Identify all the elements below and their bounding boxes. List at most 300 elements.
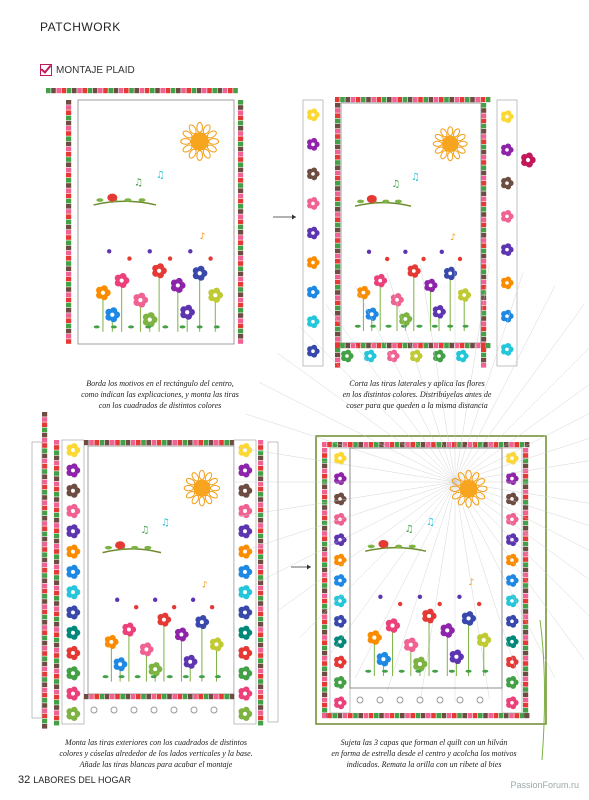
patch-square	[356, 97, 361, 102]
patch-square	[523, 661, 528, 666]
patch-square	[481, 155, 486, 160]
leaf-icon	[138, 198, 145, 202]
patch-square	[66, 204, 71, 209]
patch-square	[238, 339, 243, 344]
patch-square	[335, 269, 340, 274]
patch-square	[66, 272, 71, 277]
patch-square	[238, 214, 243, 219]
patch-square	[455, 97, 460, 102]
patch-square	[523, 536, 528, 541]
patch-square	[230, 440, 235, 445]
patch-square	[238, 220, 243, 225]
patch-square	[238, 204, 243, 209]
patch-square	[322, 458, 327, 463]
patch-square	[120, 694, 125, 699]
flower-center	[338, 579, 342, 583]
patch-square	[42, 630, 47, 635]
patch-square	[434, 343, 439, 348]
grass-leaf	[463, 325, 469, 328]
page-number: 32	[18, 774, 31, 786]
patch-square	[238, 173, 243, 178]
patch-square	[54, 456, 59, 461]
patch-square	[481, 264, 486, 269]
patch-square	[162, 694, 167, 699]
patch-square	[335, 264, 340, 269]
bug-icon	[440, 250, 444, 254]
patch-square	[335, 124, 340, 129]
flower-center	[505, 148, 509, 152]
patch-square	[335, 202, 340, 207]
patch-square	[335, 191, 340, 196]
grass-leaf	[386, 325, 392, 328]
patch-square	[54, 690, 59, 695]
patch-square	[481, 171, 486, 176]
patch-square	[335, 197, 340, 202]
patch-square	[322, 578, 327, 583]
patch-square	[77, 88, 82, 93]
patch-square	[42, 584, 47, 589]
caption-step-4	[318, 737, 530, 770]
patch-square	[322, 630, 327, 635]
patch-square	[258, 528, 263, 533]
patch-square	[66, 116, 71, 121]
patch-square	[258, 476, 263, 481]
patch-square	[523, 708, 528, 713]
patch-square	[258, 445, 263, 450]
patch-square	[523, 526, 528, 531]
patch-square	[322, 620, 327, 625]
patch-square	[42, 651, 47, 656]
patch-square	[238, 225, 243, 230]
patch-square	[198, 694, 203, 699]
flower-center	[345, 354, 349, 358]
patch-square	[214, 694, 219, 699]
patch-square	[54, 497, 59, 502]
leaf-icon	[105, 546, 112, 550]
patch-square	[258, 606, 263, 611]
patch-square	[42, 662, 47, 667]
patch-square	[66, 230, 71, 235]
patch-square	[335, 150, 340, 155]
patch-square	[335, 119, 340, 124]
patch-square	[494, 713, 499, 718]
patch-square	[54, 700, 59, 705]
patch-square	[54, 617, 59, 622]
flower-center	[120, 278, 124, 282]
patch-square	[423, 343, 428, 348]
patch-square	[258, 539, 263, 544]
grass-leaf	[199, 675, 205, 678]
patch-square	[54, 471, 59, 476]
patch-square	[42, 573, 47, 578]
flower-center	[243, 671, 247, 675]
patch-square	[481, 327, 486, 332]
patch-square	[481, 191, 486, 196]
patch-square	[514, 713, 519, 718]
patch-square	[42, 511, 47, 516]
bird-icon	[378, 540, 388, 548]
patch-square	[426, 713, 431, 718]
patch-square	[523, 484, 528, 489]
patch-square	[193, 694, 198, 699]
patch-square	[523, 630, 528, 635]
flower-center	[311, 290, 315, 294]
patch-square	[238, 308, 243, 313]
patch-square	[369, 713, 374, 718]
patch-square	[322, 448, 327, 453]
patch-square	[66, 199, 71, 204]
patch-square	[353, 713, 358, 718]
flower-center	[510, 477, 514, 481]
grass-leaf	[145, 325, 151, 328]
bug-icon	[208, 256, 212, 260]
patch-square	[54, 586, 59, 591]
patch-square	[238, 100, 243, 105]
patch-square	[238, 152, 243, 157]
patch-square	[481, 113, 486, 118]
patch-square	[390, 442, 395, 447]
patch-square	[374, 713, 379, 718]
patch-square	[56, 88, 61, 93]
flower-center	[71, 448, 75, 452]
patch-square	[523, 672, 528, 677]
patch-square	[89, 440, 94, 445]
patch-square	[188, 440, 193, 445]
grass-leaf	[151, 675, 157, 678]
patch-square	[509, 442, 514, 447]
flower-center	[338, 456, 342, 460]
patch-square	[416, 713, 421, 718]
patch-square	[145, 88, 150, 93]
patch-square	[322, 562, 327, 567]
patch-square	[198, 440, 203, 445]
flower-center	[526, 158, 530, 162]
patch-square	[224, 440, 229, 445]
flower-center	[71, 468, 75, 472]
patch-square	[449, 97, 454, 102]
patch-square	[384, 713, 389, 718]
patch-square	[42, 641, 47, 646]
patch-square	[322, 698, 327, 703]
patch-square	[478, 442, 483, 447]
patch-square	[66, 292, 71, 297]
section-header: PATCHWORK	[40, 20, 121, 34]
patch-square	[258, 513, 263, 518]
bug-icon	[210, 605, 214, 609]
patch-square	[481, 212, 486, 217]
flower-center	[243, 631, 247, 635]
flower-center	[162, 618, 166, 622]
patch-square	[66, 105, 71, 110]
patch-square	[238, 235, 243, 240]
patch-square	[171, 88, 176, 93]
patch-square	[523, 588, 528, 593]
patch-square	[42, 448, 47, 453]
patch-square	[499, 442, 504, 447]
flower-center	[243, 651, 247, 655]
flower-outline-icon	[131, 707, 137, 713]
grass-leaf	[382, 670, 388, 673]
flower-center	[311, 172, 315, 176]
patch-square	[258, 601, 263, 606]
patch-square	[238, 298, 243, 303]
patch-square	[322, 625, 327, 630]
flower-center	[311, 320, 315, 324]
patch-square	[465, 343, 470, 348]
patch-square	[523, 542, 528, 547]
patch-square	[66, 126, 71, 131]
patch-square	[418, 343, 423, 348]
patch-square	[335, 343, 340, 348]
patch-square	[54, 679, 59, 684]
patch-square	[258, 700, 263, 705]
flower-center	[243, 712, 247, 716]
flower-center	[448, 272, 452, 276]
patch-square	[481, 332, 486, 337]
patch-square	[340, 343, 345, 348]
patch-square	[499, 713, 504, 718]
patch-square	[481, 207, 486, 212]
patch-square	[119, 88, 124, 93]
patch-square	[42, 506, 47, 511]
grass-leaf	[466, 670, 472, 673]
patch-square	[468, 713, 473, 718]
flower-center	[311, 261, 315, 265]
patch-square	[322, 640, 327, 645]
flower-center	[138, 298, 142, 302]
patch-square	[66, 303, 71, 308]
patch-square	[160, 88, 165, 93]
patch-square	[204, 440, 209, 445]
white-strip	[268, 442, 278, 722]
patch-square	[66, 225, 71, 230]
flower-center	[243, 550, 247, 554]
flower-center	[338, 701, 342, 705]
patch-square	[335, 311, 340, 316]
bug-icon	[191, 598, 195, 602]
patch-square	[238, 256, 243, 261]
patch-square	[42, 485, 47, 490]
patch-square	[395, 713, 400, 718]
patch-square	[322, 594, 327, 599]
patch-square	[335, 207, 340, 212]
patch-square	[42, 563, 47, 568]
leaf-icon	[96, 198, 103, 202]
patch-square	[258, 627, 263, 632]
patch-square	[523, 599, 528, 604]
music-note-icon: ♪	[199, 232, 206, 243]
patch-square	[103, 88, 108, 93]
patch-square	[481, 197, 486, 202]
patch-square	[66, 251, 71, 256]
flower-center	[71, 570, 75, 574]
patch-square	[335, 275, 340, 280]
patch-square	[66, 168, 71, 173]
patch-square	[486, 97, 491, 102]
patch-square	[327, 713, 332, 718]
patch-square	[84, 440, 89, 445]
patch-square	[348, 442, 353, 447]
patch-square	[155, 88, 160, 93]
patch-square	[42, 693, 47, 698]
patch-square	[141, 694, 146, 699]
patch-square	[481, 306, 486, 311]
patch-square	[54, 716, 59, 721]
grass-leaf	[162, 325, 168, 328]
patch-square	[258, 622, 263, 627]
patch-square	[462, 442, 467, 447]
patch-square	[62, 88, 67, 93]
patch-square	[322, 479, 327, 484]
patch-square	[94, 694, 99, 699]
flower-center	[482, 638, 486, 642]
patch-square	[176, 88, 181, 93]
patch-square	[481, 358, 486, 363]
patch-square	[475, 343, 480, 348]
patch-square	[54, 528, 59, 533]
patch-square	[481, 259, 486, 264]
patch-square	[413, 343, 418, 348]
patch-square	[523, 640, 528, 645]
patch-square	[42, 433, 47, 438]
patch-square	[42, 708, 47, 713]
patch-square	[387, 97, 392, 102]
patch-square	[481, 343, 486, 348]
patch-square	[66, 188, 71, 193]
patch-square	[54, 684, 59, 689]
patch-square	[54, 575, 59, 580]
leaf-icon	[409, 545, 416, 549]
patch-square	[481, 202, 486, 207]
patch-square	[258, 684, 263, 689]
patch-square	[361, 343, 366, 348]
patch-square	[514, 442, 519, 447]
patch-square	[238, 178, 243, 183]
music-note-icon: ♫	[140, 524, 150, 536]
flower-center	[153, 667, 157, 671]
patch-square	[66, 339, 71, 344]
bug-icon	[421, 257, 425, 261]
patch-square	[54, 664, 59, 669]
patch-square	[452, 713, 457, 718]
patch-square	[429, 343, 434, 348]
flower-center	[429, 284, 433, 288]
patch-square	[335, 176, 340, 181]
patch-square	[335, 217, 340, 222]
patch-square	[42, 490, 47, 495]
patch-square	[238, 162, 243, 167]
grass-leaf	[180, 325, 186, 328]
patch-square	[523, 505, 528, 510]
patch-square	[66, 142, 71, 147]
patch-square	[178, 694, 183, 699]
patch-square	[258, 664, 263, 669]
patch-square	[258, 596, 263, 601]
patch-square	[54, 669, 59, 674]
patch-square	[348, 713, 353, 718]
patch-square	[335, 223, 340, 228]
patch-square	[377, 97, 382, 102]
patch-square	[54, 544, 59, 549]
patch-square	[82, 88, 87, 93]
patch-square	[335, 233, 340, 238]
flower-outline-icon	[211, 707, 217, 713]
flower-center	[460, 354, 464, 358]
patch-square	[335, 363, 340, 368]
patch-square	[523, 495, 528, 500]
patch-square	[258, 586, 263, 591]
leaf-icon	[382, 200, 389, 204]
patch-square	[54, 591, 59, 596]
patch-square	[66, 131, 71, 136]
patch-square	[481, 275, 486, 280]
patch-square	[238, 313, 243, 318]
flower-center	[437, 354, 441, 358]
patch-square	[481, 124, 486, 129]
flower-center	[378, 279, 382, 283]
patch-square	[110, 694, 115, 699]
patch-square	[54, 638, 59, 643]
bug-icon	[168, 256, 172, 260]
flower-center	[71, 550, 75, 554]
patch-square	[504, 713, 509, 718]
patch-square	[54, 445, 59, 450]
patch-square	[335, 301, 340, 306]
page-footer	[18, 774, 131, 786]
patch-square	[131, 694, 136, 699]
patch-square	[455, 343, 460, 348]
patch-square	[66, 194, 71, 199]
patch-square	[481, 103, 486, 108]
patch-square	[366, 343, 371, 348]
patch-square	[397, 97, 402, 102]
patch-square	[481, 145, 486, 150]
patch-square	[520, 713, 525, 718]
music-note-icon: ♫	[411, 171, 420, 183]
patch-square	[523, 703, 528, 708]
patch-square	[233, 88, 238, 93]
flower-center	[391, 624, 395, 628]
patch-square	[481, 139, 486, 144]
patch-square	[66, 162, 71, 167]
flower-center	[505, 215, 509, 219]
patch-square	[439, 343, 444, 348]
patch-square	[54, 523, 59, 528]
patch-square	[42, 412, 47, 417]
patch-square	[335, 160, 340, 165]
patch-square	[238, 329, 243, 334]
flower-center	[127, 628, 131, 632]
flower-center	[505, 314, 509, 318]
patch-square	[238, 261, 243, 266]
patch-square	[238, 282, 243, 287]
patch-square	[258, 679, 263, 684]
patch-square	[258, 638, 263, 643]
patch-square	[89, 694, 94, 699]
patch-square	[397, 343, 402, 348]
music-note-icon: ♫	[426, 516, 435, 528]
patch-square	[335, 337, 340, 342]
patch-square	[470, 343, 475, 348]
flower-center	[188, 660, 192, 664]
patch-square	[322, 442, 327, 447]
patch-square	[54, 612, 59, 617]
caption-line: en forma de estrella desde el centro y acolcha los motivos	[331, 749, 517, 758]
patch-square	[136, 694, 141, 699]
patch-square	[335, 134, 340, 139]
patch-square	[238, 240, 243, 245]
caption-step-2	[317, 378, 517, 411]
